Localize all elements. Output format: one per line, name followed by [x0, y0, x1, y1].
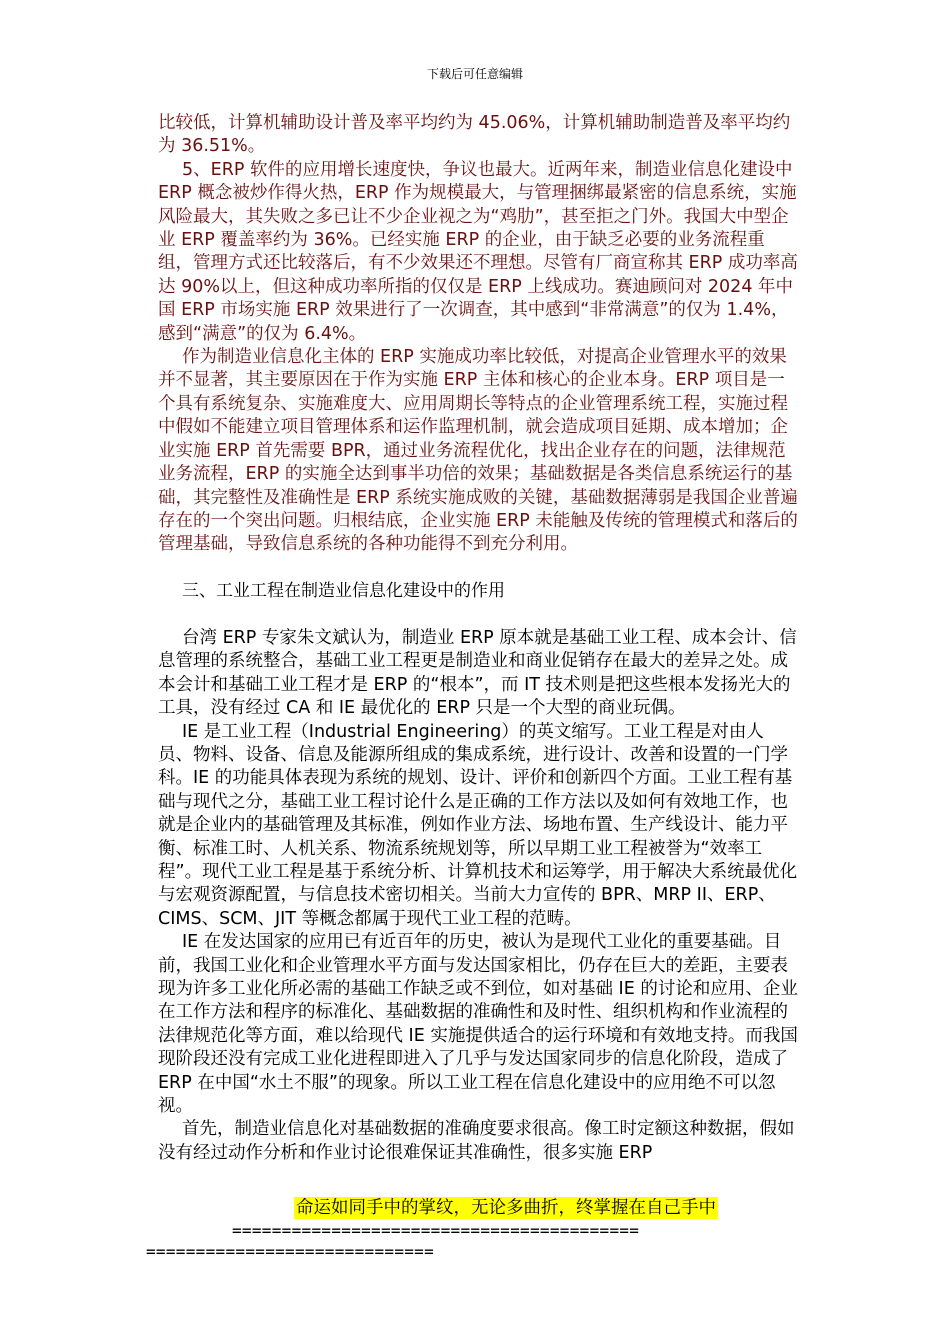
- paragraph-4: 台湾 ERP 专家朱文斌认为，制造业 ERP 原本就是基础工业工程、成本会计、信息管理的系统整合，基础工业工程更是制造业和商业促销存在最大的差异之处。成本会计和基础工业工程才是 ERP 的“根本”，而 IT 技术则是把这些根本发扬光大的工具，没有经过 CA 和 IE 最优化的 ERP 只是一个大型的商业玩偶。: [158, 627, 797, 719]
- page-header-note: 下载后可任意编辑: [426, 67, 523, 81]
- paragraph-2: 5、ERP 软件的应用增长速度快，争议也最大。近两年来，制造业信息化建设中 ERP 概念被炒作得火热，ERP 作为规模最大，与管理捆绑最紧密的信息系统，实施风险最大，其失败之多已让不少企业视之为“鸡肋”，甚至拒之门外。我国大中型企业 ERP 覆盖率约为 36%。已经实施 ERP 的企业，由于缺乏必要的业务流程重组，管理方式还比较落后，有不少效果还不理想。尽管有厂商宣称其 ERP 成功率高达 90%以上，但这种成功率所指的仅仅是 ERP 上线成功。赛迪顾问对 2024 年中国 ERP 市场实施 ERP 效果进行了一次调查，其中感到“非常满意”的仅为 1.4%，感到“满意”的仅为 6.4%。: [158, 159, 798, 344]
- paragraph-5: IE 是工业工程（Industrial Engineering）的英文缩写。工业工程是对由人员、物料、设备、信息及能源所组成的集成系统，进行设计、改善和设置的一门学科。IE 的功能具体表现为系统的规划、设计、评价和创新四个方面。工业工程有基础与现代之分，基础工业工程讨论什么是正确的工作方法以及如何有效地工作，也就是企业内的基础管理及其标准，例如作业方法、场地布置、生产线设计、能力平衡、标准工时、人机关系、物流系统规划等，所以早期工业工程被誉为“效率工程”。现代工业工程是基于系统分析、计算机技术和运筹学，用于解决大系统最优化与宏观资源配置，与信息技术密切相关。当前大力宣传的 BPR、MRP II、ERP、CIMS、SCM、JIT 等概念都属于现代工业工程的范畴。: [158, 721, 798, 929]
- paragraph-3: 作为制造业信息化主体的 ERP 实施成功率比较低，对提高企业管理水平的效果并不显著，其主要原因在于作为实施 ERP 主体和核心的企业本身。ERP 项目是一个具有系统复杂、实施难度大、应用周期长等特点的企业管理系统工程，实施过程中假如不能建立项目管理体系和运作监理机制，就会造成项目延期、成本增加；企业实施 ERP 首先需要 BPR，通过业务流程优化，找出企业存在的问题，法律规范业务流程，ERP 的实施全达到事半功倍的效果；基础数据是各类信息系统运行的基础，其完整性及准确性是 ERP 系统实施成败的关键，基础数据薄弱是我国企业普遍存在的一个突出问题。归根结底，企业实施 ERP 未能触及传统的管理模式和落后的管理基础，导致信息系统的各种功能得不到充分利用。: [158, 347, 798, 555]
- document-body: [158, 112, 798, 1165]
- separator-line-1: =========================================: [232, 1221, 640, 1240]
- footer-motto: [294, 1196, 718, 1220]
- section-heading: 三、工业工程在制造业信息化建设中的作用: [182, 581, 505, 602]
- paragraph-1: 比较低，计算机辅助设计普及率平均约为 45.06%，计算机辅助制造普及率平均约为 36.51%。: [158, 113, 791, 157]
- spacer: [158, 557, 798, 580]
- separator-line-2: =============================: [146, 1242, 435, 1261]
- spacer: [158, 604, 798, 627]
- highlighted-motto: 命运如同手中的掌纹，无论多曲折，终掌握在自己手中: [296, 1198, 716, 1218]
- paragraph-7: 首先，制造业信息化对基础数据的准确度要求很高。像工时定额这种数据，假如没有经过动作分析和作业讨论很难保证其准确性，很多实施 ERP: [158, 1119, 795, 1163]
- paragraph-6: IE 在发达国家的应用已有近百年的历史，被认为是现代工业化的重要基础。目前，我国工业化和企业管理水平方面与发达国家相比，仍存在巨大的差距，主要表现为许多工业化所必需的基础工作缺乏或不到位，如对基础 IE 的讨论和应用、企业在工作方法和程序的标准化、基础数据的准确性和及时性、组织机构和作业流程的法律规范化等方面，难以给现代 IE 实施提供适合的运行环境和有效地支持。而我国现阶段还没有完成工业化进程即进入了几乎与发达国家同步的信息化阶段，造成了 ERP 在中国“水土不服”的现象。所以工业工程在信息化建设中的应用绝不可以忽视。: [158, 932, 798, 1117]
